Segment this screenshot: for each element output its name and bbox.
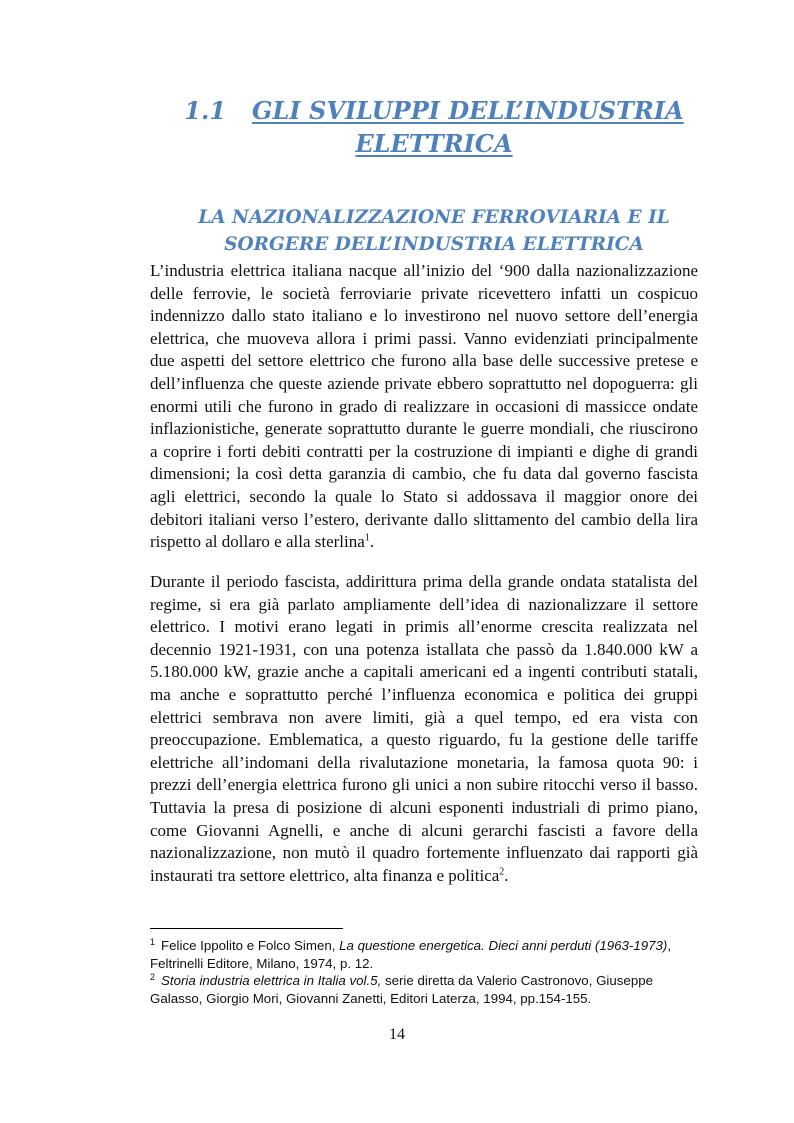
chapter-title bbox=[150, 94, 718, 160]
paragraph-2-text: Durante il periodo fascista, addirittura prima della grande ondata statalista del regime, si era già parlato ampliamente dell’idea di nazionalizzare il settore elettrico. I motivi erano legati in primis all’enorme crescita realizzata nel decennio 1921-1931, con una potenza istallata che passò da 1.840.000 kW a 5.180.000 kW, grazie anche a capitali americani ed a ingenti contributi statali, ma anche e soprattutto perché l’influenza economica e politica dei gruppi elettrici sembrava non avere limiti, già a quel tempo, ed era vista con preoccupazione. Emblematica, a questo riguardo, fu la gestione delle tariffe elettriche all’indomani della rivalutazione monetaria, la famosa quota 90: i prezzi dell’energia elettrica furono gli unici a non subire ritocchi verso il basso. Tuttavia la presa di posizione di alcuni esponenti industriali di primo piano, come Giovanni Agnelli, e anche di alcuni gerarchi fascisti a favore della nazionalizzazione, non mutò il quadro fortemente influenzato dai rapporti già instaurati tra settore elettrico, alta finanza e politica bbox=[150, 572, 698, 885]
chapter-title-text: GLI SVILUPPI DELL’INDUSTRIA ELETTRICA bbox=[252, 96, 684, 158]
footnote-2-title: Storia industria elettrica in Italia vol.5, bbox=[161, 973, 382, 989]
footnote-ref-2[interactable]: 2 bbox=[499, 866, 505, 878]
paragraph-1-end: . bbox=[369, 532, 375, 552]
section-title: LA NAZIONALIZZAZIONE FERROVIARIA E IL SORGERE DELL’INDUSTRIA ELETTRICA bbox=[198, 207, 670, 255]
footnotes bbox=[150, 937, 702, 1007]
footnote-2-post: serie diretta da Valerio Castronovo, Giuseppe Galasso, Giorgio Mori, Giovanni Zanetti, Editori Laterza, 1994, pp.154-155. bbox=[150, 973, 654, 1006]
paragraph-2-end: . bbox=[504, 865, 509, 885]
footnote-separator bbox=[150, 928, 343, 929]
paragraph-1-text: L’industria elettrica italiana nacque all’inizio del ‘900 dalla nazionalizzazione delle ferrovie, le società ferroviarie private ricevettero infatti un cospicuo indennizzo dallo stato italiano e lo investirono nel nuovo settore dell’energia elettrica, che muoveva allora i primi passi. Vanno evidenziati principalmente due aspetti del settore elettrico che furono alla base delle successive pretese e dell’influenza che queste aziende private ebbero soprattutto nel dopoguerra: gli enormi utili che furono in grado di realizzare in occasioni di massicce ondate inflazionistiche, generate soprattutto durante le guerre mondiali, che riuscirono a coprire i forti debiti contratti per la costruzione di impianti e dighe di grandi dimensioni; la così detta garanzia di cambio, che fu data dal governo fascista agli elettrici, secondo la quale lo Stato si addossava il maggior onore dei debitori italiani verso l’estero, derivante dallo slittamento del cambio della lira rispetto al dollaro e alla sterlina bbox=[150, 261, 698, 552]
footnote-mark-2: 2 bbox=[150, 971, 156, 982]
footnote-1-pre: Felice Ippolito e Folco Simen, bbox=[161, 938, 340, 953]
footnote-ref-1[interactable]: 1 bbox=[364, 532, 370, 544]
chapter-number: 1.1 bbox=[184, 96, 227, 125]
footnote-mark-1: 1 bbox=[150, 936, 156, 947]
paragraph-2 bbox=[150, 571, 698, 887]
footnote-1-title: La questione energetica. Dieci anni perduti (1963-1973) bbox=[339, 938, 668, 953]
paragraph-1 bbox=[150, 260, 698, 554]
footnote-1 bbox=[150, 937, 702, 972]
footnote-1-post: , Feltrinelli Editore, Milano, 1974, p. 12. bbox=[150, 938, 672, 971]
page-number: 14 bbox=[389, 1026, 405, 1043]
footnote-2 bbox=[150, 972, 702, 1007]
